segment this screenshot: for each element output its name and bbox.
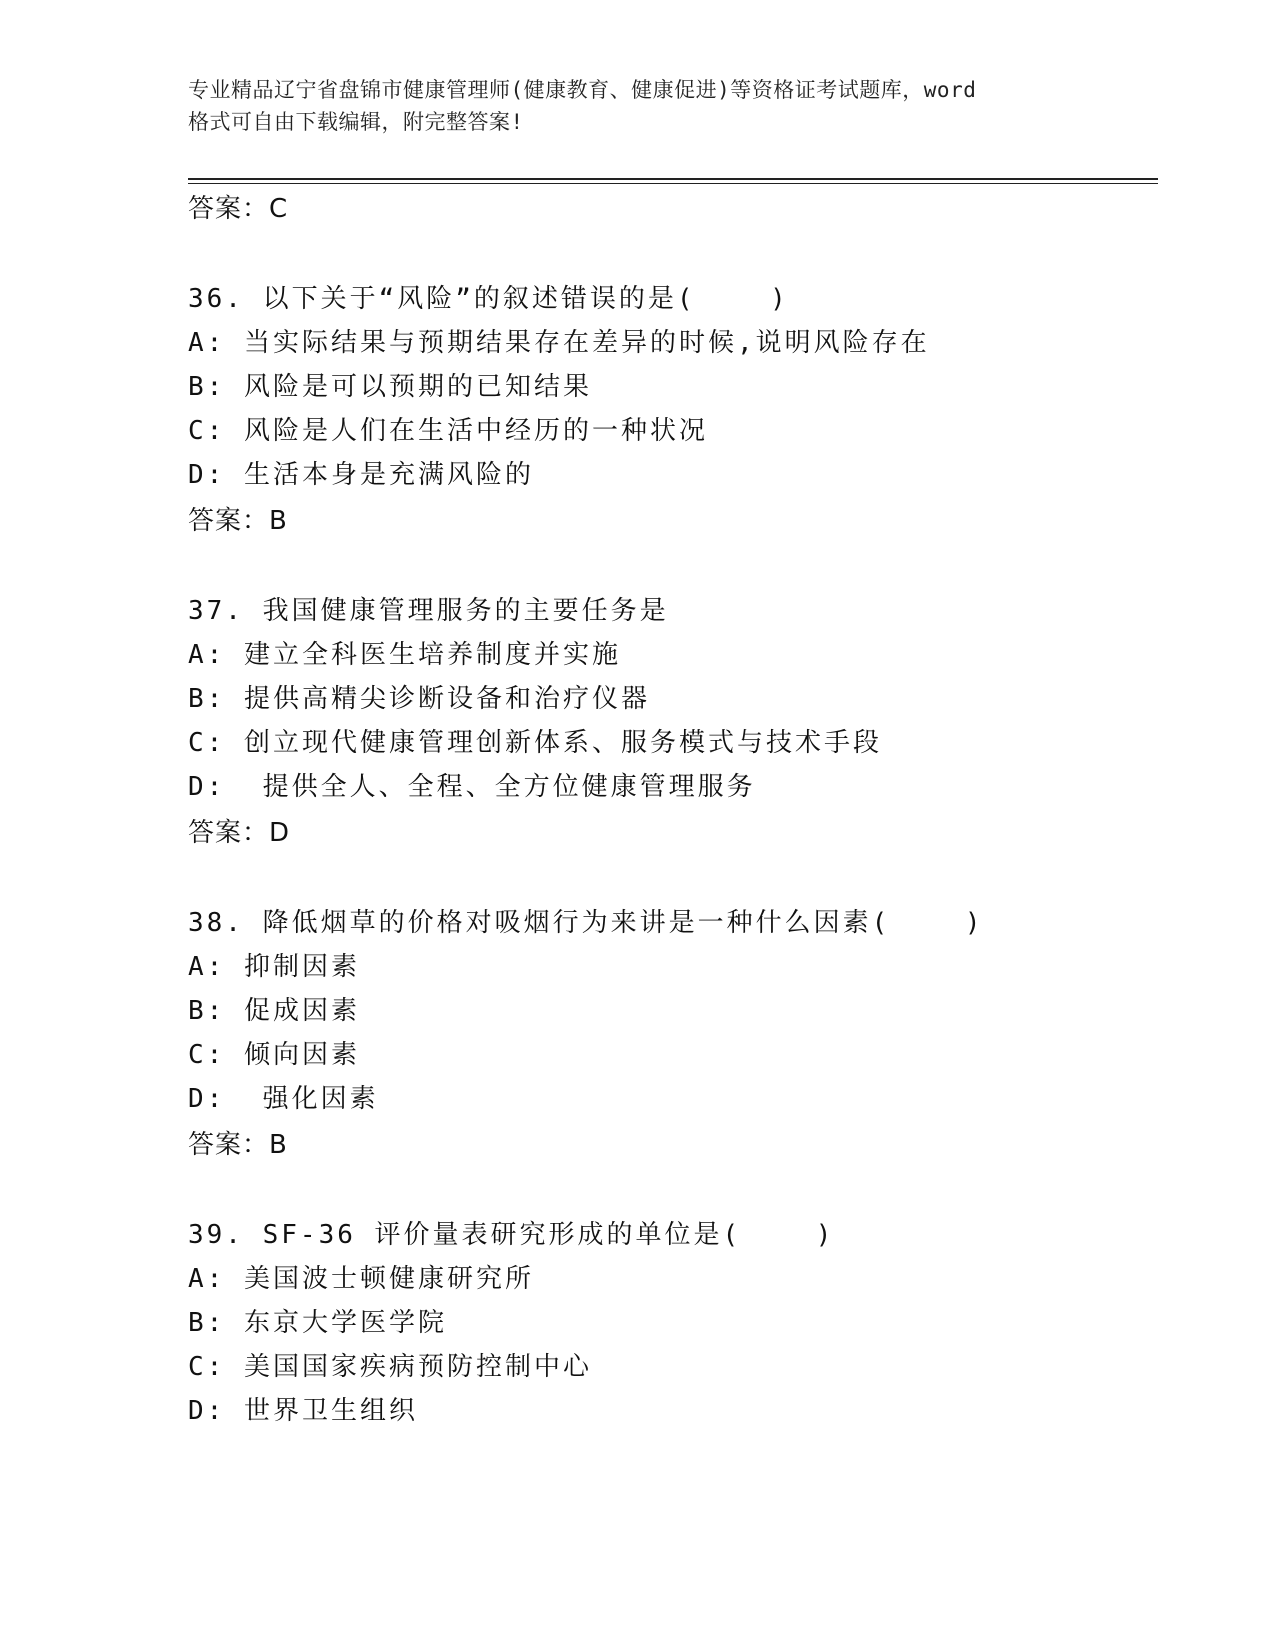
question-39-option-a: A: 美国波士顿健康研究所 — [188, 1264, 534, 1294]
question-38-stem: 38. 降低烟草的价格对吸烟行为来讲是一种什么因素( ) — [188, 908, 984, 938]
question-37-stem: 37. 我国健康管理服务的主要任务是 — [188, 596, 669, 626]
question-37-option-b: B: 提供高精尖诊断设备和治疗仪器 — [188, 684, 650, 714]
header-rule-thin — [188, 183, 1158, 184]
answer-35: 答案：C — [188, 194, 289, 224]
question-38-option-c: C: 倾向因素 — [188, 1040, 360, 1070]
question-38-option-b: B: 促成因素 — [188, 996, 360, 1026]
question-36-option-c: C: 风险是人们在生活中经历的一种状况 — [188, 416, 708, 446]
question-37-option-a: A: 建立全科医生培养制度并实施 — [188, 640, 621, 670]
question-38-option-a: A: 抑制因素 — [188, 952, 360, 982]
header-rule-thick — [188, 178, 1158, 180]
answer-36: 答案：B — [188, 506, 288, 536]
question-39-option-b: B: 东京大学医学院 — [188, 1308, 447, 1338]
answer-38: 答案：B — [188, 1130, 288, 1160]
question-36-option-b: B: 风险是可以预期的已知结果 — [188, 372, 592, 402]
question-38-option-d: D: 强化因素 — [188, 1084, 379, 1114]
question-39-option-d: D: 世界卫生组织 — [188, 1396, 418, 1426]
question-39-option-c: C: 美国国家疾病预防控制中心 — [188, 1352, 592, 1382]
header-line-1: 专业精品辽宁省盘锦市健康管理师(健康教育、健康促进)等资格证考试题库，word — [188, 78, 977, 102]
question-39-stem: 39. SF-36 评价量表研究形成的单位是( ) — [188, 1220, 835, 1250]
question-37-option-d: D: 提供全人、全程、全方位健康管理服务 — [188, 772, 756, 802]
question-36-option-a: A: 当实际结果与预期结果存在差异的时候,说明风险存在 — [188, 328, 930, 358]
header-line-2: 格式可自由下载编辑，附完整答案! — [188, 110, 524, 134]
question-37-option-c: C: 创立现代健康管理创新体系、服务模式与技术手段 — [188, 728, 882, 758]
answer-37: 答案：D — [188, 818, 291, 848]
question-36-stem: 36. 以下关于“风险”的叙述错误的是( ) — [188, 284, 789, 314]
document-header — [188, 74, 1108, 138]
question-36-option-d: D: 生活本身是充满风险的 — [188, 460, 534, 490]
